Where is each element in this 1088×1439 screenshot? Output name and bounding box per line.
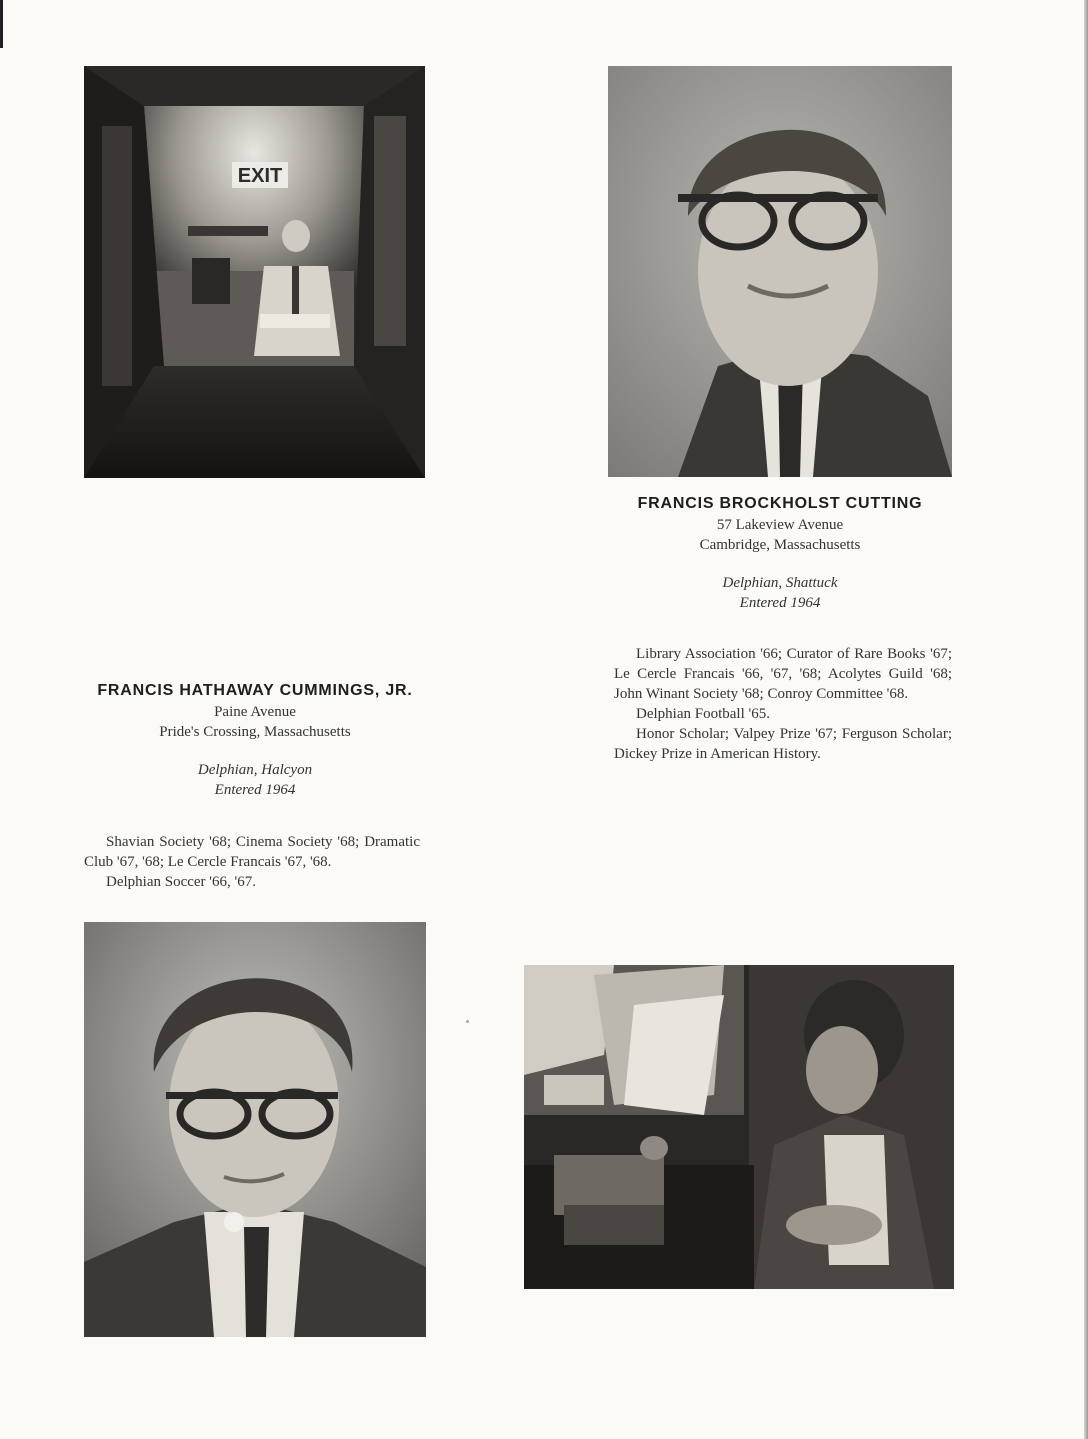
exit-sign-text: EXIT	[237, 165, 283, 187]
activity-paragraph: Library Association '66; Curator of Rare Books '67; Le Cercle Francais '66, '67, '68; Acolytes Guild '68; John Winant Society '68; Conroy Committee '68.	[614, 646, 952, 702]
student-name: FRANCIS BROCKHOLST CUTTING	[637, 495, 923, 512]
address-line-2: Cambridge, Massachusetts	[699, 537, 861, 553]
hallway-candid-photo	[84, 66, 425, 478]
houses: Delphian, Halcyon	[197, 762, 313, 778]
page-edge-shadow	[0, 0, 3, 48]
student-name: FRANCIS HATHAWAY CUMMINGS, JR.	[97, 682, 413, 699]
entered-year: Entered 1964	[739, 595, 821, 611]
address-line-2: Pride's Crossing, Massachusetts	[159, 724, 351, 740]
activity-paragraph: Shavian Society '68; Cinema Society '68; Dramatic Club '67, '68; Le Cercle Francais '67, '68.	[84, 834, 420, 870]
print-speck	[466, 1020, 469, 1023]
address-line-1: 57 Lakeview Avenue	[716, 517, 844, 533]
activity-paragraph: Honor Scholar; Valpey Prize '67; Ferguson Scholar; Dickey Prize in American History.	[614, 726, 952, 762]
address-line-1: Paine Avenue	[214, 704, 296, 720]
cummings-entry-header	[84, 682, 426, 800]
page-binding-edge	[1084, 0, 1088, 1439]
cutting-activities	[614, 644, 952, 764]
entered-year: Entered 1964	[214, 782, 296, 798]
cummings-portrait-photo	[84, 922, 426, 1337]
cummings-activities	[84, 832, 420, 892]
houses: Delphian, Shattuck	[722, 575, 838, 591]
desk-candid-photo	[524, 965, 954, 1289]
cutting-entry-header	[608, 495, 952, 613]
activity-paragraph: Delphian Football '65.	[636, 706, 770, 722]
activity-paragraph: Delphian Soccer '66, '67.	[106, 874, 256, 890]
cutting-portrait-photo	[608, 66, 952, 477]
